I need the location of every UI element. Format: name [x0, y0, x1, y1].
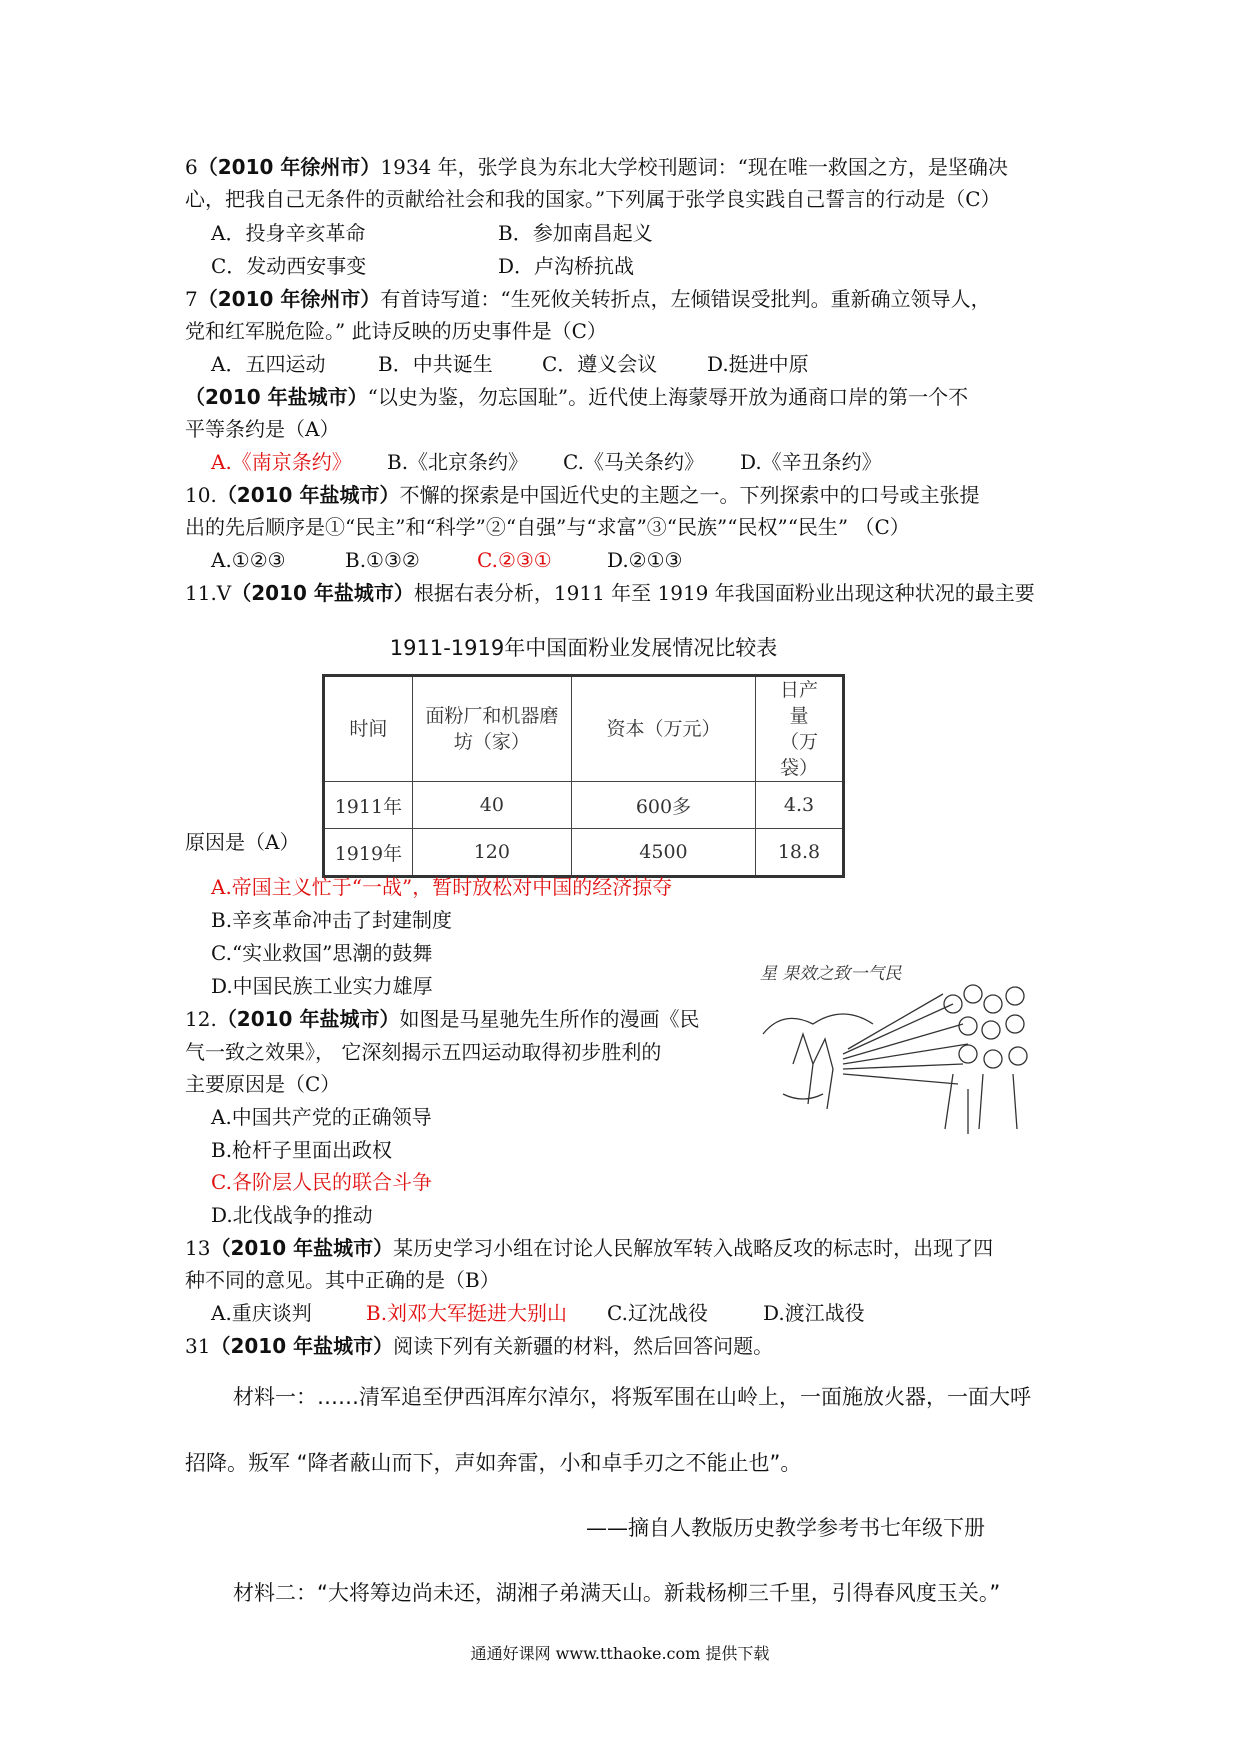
footer-text: 通通好课网 www.tthaoke.com 提供下载 [470, 1644, 770, 1663]
table-cell: 600多 [571, 782, 755, 829]
q12-option-b: B.枪杆子里面出政权 [211, 1138, 393, 1162]
q12-option-d: D.北伐战争的推动 [211, 1203, 373, 1227]
q11-line1: 11.V（2010 年盐城市）根据右表分析，1911 年至 1919 年我国面粉业出现这种状况的最主要 [185, 581, 1035, 605]
material2: 材料二：“大将筹边尚未还，湖湘子弟满天山。新栽杨柳三千里，引得春风度玉关。” [233, 1581, 1001, 1605]
q12-option-a: A.中国共产党的正确领导 [211, 1105, 432, 1129]
table-cell: 1919年 [324, 829, 413, 877]
table-cell: 18.8 [756, 829, 844, 877]
q11-line2: 原因是（A） [185, 830, 300, 854]
material1-line1: 材料一：……清军追至伊西洱库尔淖尔，将叛军围在山岭上，一面施放火器，一面大呼 [233, 1385, 1031, 1409]
table-header-row [324, 676, 844, 782]
q10-line1: 10.（2010 年盐城市）不懈的探索是中国近代史的主题之一。下列探索中的口号或主张提 [185, 483, 980, 507]
q13-line1: 13（2010 年盐城市）某历史学习小组在讨论人民解放军转入战略反攻的标志时，出现了四 [185, 1236, 994, 1260]
q11-option-a: A.帝国主义忙于“一战”，暂时放松对中国的经济掠夺 [211, 875, 673, 899]
table-title: 1911-1919年中国面粉业发展情况比较表 [389, 636, 778, 660]
header-cell: 面粉厂和机器磨坊（家） [412, 676, 571, 782]
material1-line2: 招降。叛军 “降者蔽山而下，声如奔雷，小和卓手刃之不能止也”。 [185, 1451, 802, 1475]
table-cell: 4500 [571, 829, 755, 877]
q9-line1: （2010 年盐城市）“以史为鉴，勿忘国耻”。近代使上海蒙辱开放为通商口岸的第一个不 [185, 385, 969, 409]
header-cell: 资本（万元） [571, 676, 755, 782]
q12-line3: 主要原因是（C） [185, 1072, 341, 1096]
flour-industry-table [322, 674, 845, 878]
header-cell: 时间 [324, 676, 413, 782]
table-cell: 40 [412, 782, 571, 829]
q13-line2: 种不同的意见。其中正确的是（B） [185, 1268, 500, 1292]
q6-line2: 心，把我自己无条件的贡献给社会和我的国家。”下列属于张学良实践自己誓言的行动是（C） [185, 187, 1001, 211]
q11-option-b: B.辛亥革命冲击了封建制度 [211, 908, 453, 932]
cartoon-caption: 民气一致之效果 星 [760, 964, 902, 984]
table-cell: 1911年 [324, 782, 413, 829]
q12-line2: 气一致之效果》， 它深刻揭示五四运动取得初步胜利的 [185, 1040, 662, 1064]
q11-option-d: D.中国民族工业实力雄厚 [211, 974, 433, 998]
q9-line2: 平等条约是（A） [185, 417, 340, 441]
q10-line2: 出的先后顺序是①“民主”和“科学”②“自强”与“求富”③“民族”“民权”“民生” （C） [185, 515, 910, 539]
q12-option-c: C.各阶层人民的联合斗争 [211, 1170, 432, 1194]
table-cell: 4.3 [756, 782, 844, 829]
table-cell: 120 [412, 829, 571, 877]
q7-line1: 7（2010 年徐州市）有首诗写道：“生死攸关转折点，左倾错误受批判。重新确立领导人， [185, 287, 991, 311]
q31-line1: 31（2010 年盐城市）阅读下列有关新疆的材料，然后回答问题。 [185, 1334, 774, 1358]
cartoon-image [753, 964, 1039, 1136]
q7-line2: 党和红军脱危险。” 此诗反映的历史事件是（C） [185, 319, 607, 343]
q11-option-c: C.“实业救国”思潮的鼓舞 [211, 941, 433, 965]
q6-line1: 6（2010 年徐州市）1934 年，张学良为东北大学校刊题词：“现在唯一救国之方，是坚确决 [185, 155, 1008, 179]
q12-line1: 12.（2010 年盐城市）如图是马星驰先生所作的漫画《民 [185, 1007, 700, 1031]
table-row [324, 782, 844, 829]
table-row [324, 829, 844, 877]
header-cell: 日产量（万袋） [756, 676, 844, 782]
material1-source: ——摘自人教版历史教学参考书七年级下册 [586, 1516, 985, 1540]
